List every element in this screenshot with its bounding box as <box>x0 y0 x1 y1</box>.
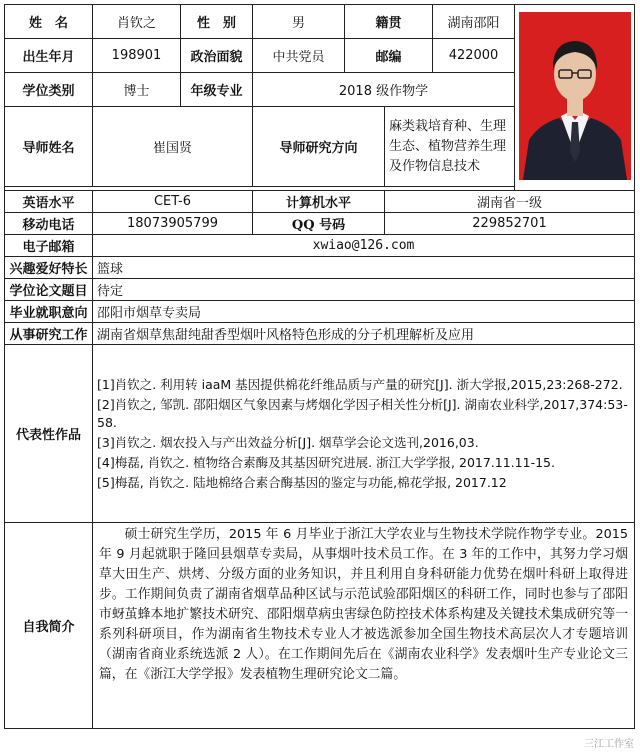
english-value: CET-6 <box>93 191 253 213</box>
english-label: 英语水平 <box>5 191 93 213</box>
work-item: [4]梅磊, 肖钦之. 植物络合素酶及其基因研究进展. 浙江大学学报, 2017.11.11-15. <box>97 454 555 470</box>
postcode-value: 422000 <box>433 39 515 73</box>
gender-label: 性 别 <box>181 5 253 39</box>
birth-label: 出生年月 <box>5 39 93 73</box>
photo-cell <box>515 5 635 191</box>
work-item: [5]梅磊, 肖钦之. 陆地棉络合素合酶基因的鉴定与功能,棉花学报, 2017.12 <box>97 474 507 490</box>
degree-type-value: 博士 <box>93 73 181 107</box>
phone-value: 18073905799 <box>93 213 253 235</box>
research-value: 湖南省烟草焦甜纯甜香型烟叶风格特色形成的分子机理解析及应用 <box>93 323 635 345</box>
job-label: 毕业就职意向 <box>5 301 93 323</box>
gender-value: 男 <box>253 5 345 39</box>
computer-label: 计算机水平 <box>253 191 385 213</box>
hobby-value: 篮球 <box>93 257 635 279</box>
work-item: [3]肖钦之. 烟农投入与产出效益分析[J]. 烟草学会论文选刊,2016,03. <box>97 434 479 450</box>
grade-major-label: 年级专业 <box>181 73 253 107</box>
intro-label: 自我简介 <box>5 523 93 729</box>
research-label: 从事研究工作 <box>5 323 93 345</box>
hobby-label: 兴趣爱好特长 <box>5 257 93 279</box>
intro-cell <box>93 523 635 729</box>
advisor-direction-label: 导师研究方向 <box>253 107 385 187</box>
degree-type-label: 学位类别 <box>5 73 93 107</box>
postcode-label: 邮编 <box>345 39 433 73</box>
advisor-value: 崔国贤 <box>93 107 253 187</box>
grade-major-value: 2018 级作物学 <box>253 73 515 107</box>
thesis-label: 学位论文题目 <box>5 279 93 301</box>
native-label: 籍贯 <box>345 5 433 39</box>
political-label: 政治面貌 <box>181 39 253 73</box>
political-value: 中共党员 <box>253 39 345 73</box>
advisor-label: 导师姓名 <box>5 107 93 187</box>
qq-value: 229852701 <box>385 213 635 235</box>
intro-text: 硕士研究生学历，2015 年 6 月毕业于浙江大学农业与生物技术学院作物学专业。2015 年 9 月起就职于隆回县烟草专卖局，从事烟叶技术员工作。在 3 年的工作中，其努力学习烟草大田生产、烘烤、分级方面的业务知识，并且利用自身科研能力优势在烟叶科研上取得进步。工作期间负责了湖南省烟草品种区试与示范试验邵阳烟区的科研工作，同时也参与了邵阳市蚜茧蜂本地扩繁技术研究、邵阳烟草病虫害绿色防控技术体系构建及关键技术集成研究等一系列科研项目，作为湖南省生物技术专业人才被选派参加全国生物技术高层次人才专题培训（湖南省商业系统选派 2 人）。在工作期间先后在《湖南农业科学》发表烟叶生产专业论文三篇，在《浙江大学学报》发表植物生理研究论文二篇。 <box>99 527 629 682</box>
email-label: 电子邮箱 <box>5 235 93 257</box>
computer-value: 湖南省一级 <box>385 191 635 213</box>
portrait-photo <box>519 12 631 180</box>
name-label: 姓 名 <box>5 5 93 39</box>
works-label: 代表性作品 <box>5 345 93 523</box>
advisor-direction-value: 麻类栽培育种、生理生态、植物营养生理及作物信息技术 <box>385 107 515 187</box>
profile-table <box>4 4 635 729</box>
work-item: [2]肖钦之, 邹凯. 邵阳烟区气象因素与烤烟化学因子相关性分析[J]. 湖南农业科学,2017,374:53-58. <box>97 396 628 430</box>
job-value: 邵阳市烟草专卖局 <box>93 301 635 323</box>
thesis-value: 待定 <box>93 279 635 301</box>
email-value: xwiao@126.com <box>93 235 635 257</box>
works-list <box>93 345 635 523</box>
qq-label: QQ 号码 <box>253 213 385 235</box>
native-value: 湖南邵阳 <box>433 5 515 39</box>
name-value: 肖钦之 <box>93 5 181 39</box>
birth-value: 198901 <box>93 39 181 73</box>
watermark: 三江工作室 <box>584 739 634 750</box>
phone-label: 移动电话 <box>5 213 93 235</box>
work-item: [1]肖钦之. 利用转 iaaM 基因提供棉花纤维品质与产量的研究[J]. 浙大学报,2015,23:268-272. <box>97 376 623 392</box>
